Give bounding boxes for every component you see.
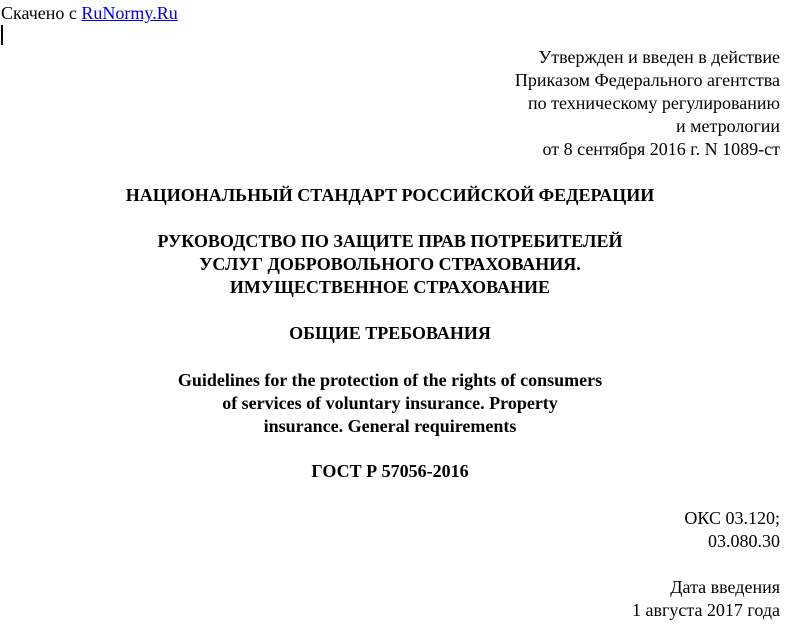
english-title-line: Guidelines for the protection of the rights of consumers [177,370,603,390]
source-link[interactable]: RuNormy.Ru [81,3,178,23]
approval-line: и метрологии [676,116,780,136]
approval-line: Утвержден и введен в действие [538,47,780,67]
oks-line: ОКС 03.120; [684,508,780,528]
approval-line: по техническому регулированию [527,93,780,113]
intro-date-value: 1 августа 2017 года [632,600,780,620]
approval-block [515,46,780,161]
text-cursor [1,25,3,45]
gost-number [0,460,780,483]
intro-date-label: Дата введения [670,577,780,597]
main-title-line: РУКОВОДСТВО ПО ЗАЩИТЕ ПРАВ ПОТРЕБИТЕЛЕЙ [157,231,623,251]
intro-date [632,576,780,622]
main-title-line: ИМУЩЕСТВЕННОЕ СТРАХОВАНИЕ [229,277,551,297]
oks-line: 03.080.30 [708,531,780,551]
english-title [0,369,780,438]
gost-number-text: ГОСТ Р 57056-2016 [311,461,469,481]
subtitle-text: ОБЩИЕ ТРЕБОВАНИЯ [289,323,491,343]
oks-codes [684,507,780,553]
main-title [0,230,780,299]
standard-title [0,184,780,207]
standard-title-text: НАЦИОНАЛЬНЫЙ СТАНДАРТ РОССИЙСКОЙ ФЕДЕРАЦИИ [125,185,655,205]
source-line [1,2,178,24]
english-title-line: of services of voluntary insurance. Property [222,393,558,413]
approval-line: Приказом Федерального агентства [514,70,780,90]
main-title-line: УСЛУГ ДОБРОВОЛЬНОГО СТРАХОВАНИЯ. [199,254,581,274]
subtitle [0,322,780,345]
source-prefix: Скачено с [1,3,82,23]
approval-line: от 8 сентября 2016 г. N 1089-ст [542,139,780,159]
english-title-line: insurance. General requirements [263,416,517,436]
